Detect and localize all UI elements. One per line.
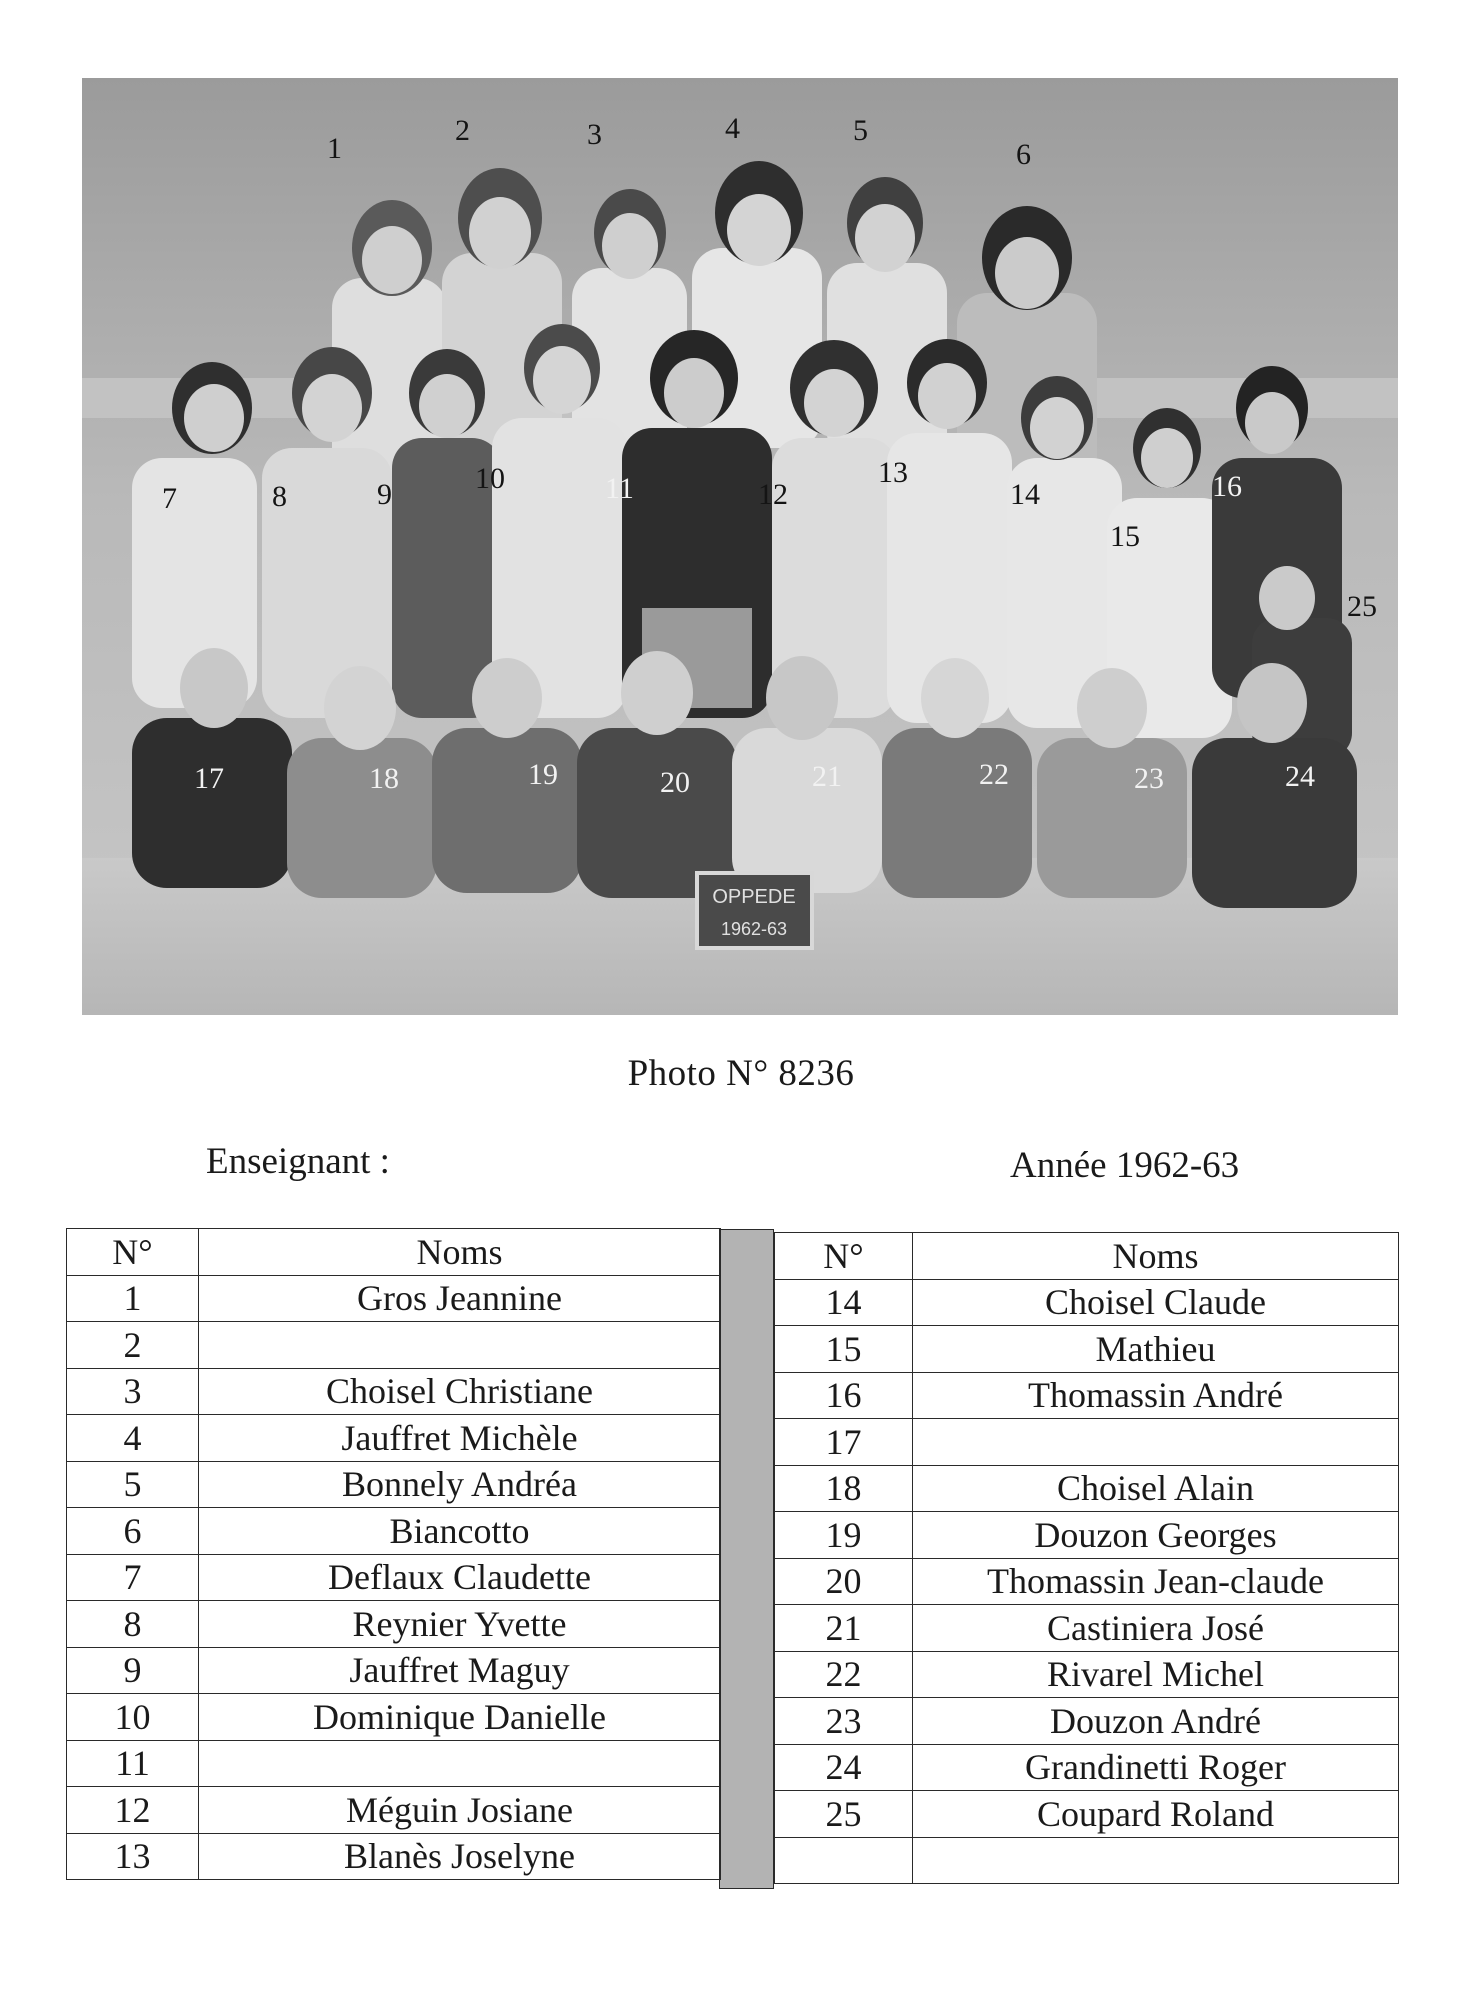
table-row: [67, 1694, 721, 1741]
photo-label: 17: [194, 762, 224, 795]
table-row: [67, 1554, 721, 1601]
row-number: 14: [775, 1279, 913, 1326]
row-name: Choisel Christiane: [199, 1368, 721, 1415]
photo-label: 16: [1212, 470, 1242, 503]
table-row: [67, 1740, 721, 1787]
class-photo: [82, 78, 1398, 1015]
table-row: [67, 1322, 721, 1369]
row-number: 2: [67, 1322, 199, 1369]
year-label: Année 1962-63: [1010, 1145, 1240, 1186]
row-name: [913, 1837, 1399, 1884]
row-name: Méguin Josiane: [199, 1787, 721, 1834]
table-row: [775, 1837, 1399, 1884]
row-name: Grandinetti Roger: [913, 1744, 1399, 1791]
row-number: 22: [775, 1651, 913, 1698]
photo-label: 13: [878, 456, 908, 489]
photo-label: 10: [475, 462, 505, 495]
photo-label: 25: [1347, 590, 1377, 623]
row-number: 16: [775, 1372, 913, 1419]
row-number: 7: [67, 1554, 199, 1601]
table-row: [775, 1605, 1399, 1652]
row-number: 3: [67, 1368, 199, 1415]
row-name: [199, 1322, 721, 1369]
table-row: [775, 1791, 1399, 1838]
table-row: [67, 1275, 721, 1322]
row-name: Bonnely Andréa: [199, 1461, 721, 1508]
row-name: [913, 1419, 1399, 1466]
row-number: 9: [67, 1647, 199, 1694]
table-row: [67, 1601, 721, 1648]
row-name: Thomassin Jean-claude: [913, 1558, 1399, 1605]
row-number: 17: [775, 1419, 913, 1466]
row-name: Mathieu: [913, 1326, 1399, 1373]
row-name: Douzon Georges: [913, 1512, 1399, 1559]
header-name: Noms: [199, 1229, 721, 1276]
row-number: 25: [775, 1791, 913, 1838]
header-row: [775, 1233, 1399, 1280]
photo-label: 15: [1110, 520, 1140, 553]
row-number: 24: [775, 1744, 913, 1791]
row-name: Reynier Yvette: [199, 1601, 721, 1648]
header-num: N°: [775, 1233, 913, 1280]
photo-label: 9: [377, 478, 392, 511]
table-row: [67, 1833, 721, 1880]
row-number: 11: [67, 1740, 199, 1787]
table-row: [67, 1368, 721, 1415]
table-row: [775, 1744, 1399, 1791]
row-name: Gros Jeannine: [199, 1275, 721, 1322]
row-number: 6: [67, 1508, 199, 1555]
row-name: Douzon André: [913, 1698, 1399, 1745]
photo-label: 8: [272, 480, 287, 513]
header-name: Noms: [913, 1233, 1399, 1280]
photo-label: 21: [812, 760, 842, 793]
photo-label: 14: [1010, 478, 1040, 511]
row-name: Coupard Roland: [913, 1791, 1399, 1838]
row-name: Jauffret Maguy: [199, 1647, 721, 1694]
table-row: [67, 1647, 721, 1694]
photo-label: 4: [725, 112, 740, 145]
row-number: 21: [775, 1605, 913, 1652]
photo-label: 18: [369, 762, 399, 795]
photo-label: 7: [162, 482, 177, 515]
row-name: Biancotto: [199, 1508, 721, 1555]
table-row: [67, 1461, 721, 1508]
table-row: [775, 1326, 1399, 1373]
photo-label: 24: [1285, 760, 1315, 793]
table-row: [775, 1651, 1399, 1698]
photo-label: 1: [327, 132, 342, 165]
teacher-label: Enseignant :: [206, 1141, 390, 1182]
row-number: 4: [67, 1415, 199, 1462]
photo-label: 22: [979, 758, 1009, 791]
photo-label: 3: [587, 118, 602, 151]
row-name: Choisel Claude: [913, 1279, 1399, 1326]
row-number: 13: [67, 1833, 199, 1880]
row-number: 12: [67, 1787, 199, 1834]
photo-label: 2: [455, 114, 470, 147]
row-number: 8: [67, 1601, 199, 1648]
row-name: Rivarel Michel: [913, 1651, 1399, 1698]
table-row: [67, 1787, 721, 1834]
table-row: [775, 1279, 1399, 1326]
row-number: [775, 1837, 913, 1884]
photo-label: 19: [528, 758, 558, 791]
header-num: N°: [67, 1229, 199, 1276]
photo-label: 5: [853, 114, 868, 147]
photo-label: 12: [758, 478, 788, 511]
row-name: Deflaux Claudette: [199, 1554, 721, 1601]
row-name: Blanès Joselyne: [199, 1833, 721, 1880]
header-row: [67, 1229, 721, 1276]
row-number: 1: [67, 1275, 199, 1322]
photo-label: 20: [660, 766, 690, 799]
table-row: [775, 1512, 1399, 1559]
row-name: Choisel Alain: [913, 1465, 1399, 1512]
table-row: [775, 1372, 1399, 1419]
photo-label: 6: [1016, 138, 1031, 171]
row-name: Dominique Danielle: [199, 1694, 721, 1741]
table-row: [775, 1698, 1399, 1745]
row-number: 15: [775, 1326, 913, 1373]
table-gutter: [719, 1229, 774, 1889]
photo-caption: Photo N° 8236: [627, 1053, 855, 1094]
table-row: [775, 1419, 1399, 1466]
slate-line-1: OPPEDE: [712, 886, 796, 908]
slate-line-2: 1962-63: [720, 919, 788, 939]
table-row: [775, 1465, 1399, 1512]
row-number: 10: [67, 1694, 199, 1741]
roster-table-right: [774, 1232, 1399, 1884]
table-row: [67, 1415, 721, 1462]
table-row: [775, 1558, 1399, 1605]
row-number: 20: [775, 1558, 913, 1605]
row-name: Thomassin André: [913, 1372, 1399, 1419]
roster-table-left: [66, 1228, 721, 1880]
row-number: 5: [67, 1461, 199, 1508]
row-number: 18: [775, 1465, 913, 1512]
row-name: Jauffret Michèle: [199, 1415, 721, 1462]
row-name: Castiniera José: [913, 1605, 1399, 1652]
row-number: 19: [775, 1512, 913, 1559]
photo-label: 11: [605, 472, 634, 505]
row-number: 23: [775, 1698, 913, 1745]
table-row: [67, 1508, 721, 1555]
photo-label: 23: [1134, 762, 1164, 795]
row-name: [199, 1740, 721, 1787]
